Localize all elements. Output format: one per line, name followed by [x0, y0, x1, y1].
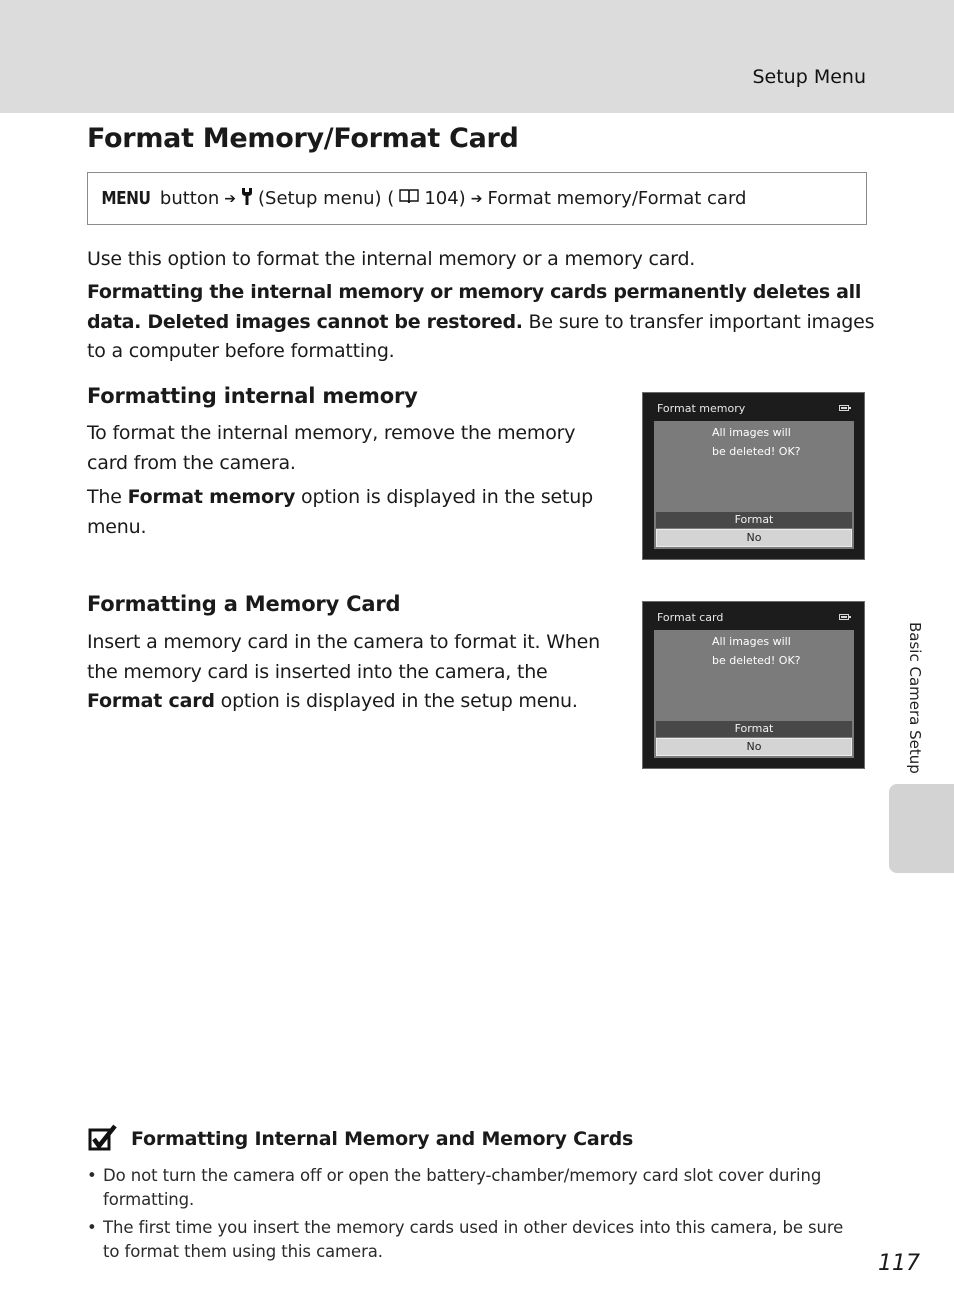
wrench-icon	[241, 187, 253, 210]
card-p1-after: option is displayed in the setup menu.	[214, 690, 578, 712]
header-band	[0, 0, 954, 113]
nav-page-ref: 104)	[424, 188, 466, 209]
book-icon	[399, 188, 419, 209]
battery-icon	[839, 614, 849, 620]
warning-text	[87, 278, 877, 367]
note-heading: Formatting Internal Memory and Memory Cards	[131, 1128, 634, 1150]
camera-dialog-line2: be deleted! OK?	[712, 445, 801, 458]
page-title: Format Memory/Format Card	[87, 123, 519, 154]
warning-bold: Formatting the internal memory or memory cards permanently deletes all data. Deleted images cannot be restored.	[87, 281, 862, 333]
warning-normal: Be sure to transfer important images to a computer before formatting.	[87, 310, 875, 362]
camera-screen-format-memory	[642, 392, 865, 560]
camera-screen-title: Format card	[657, 611, 724, 624]
p2-before: The	[87, 486, 128, 508]
page-number: 117	[878, 1251, 920, 1276]
arrow-right-icon: ➔	[224, 190, 236, 207]
internal-memory-p2	[87, 483, 617, 542]
intro-text: Use this option to format the internal memory or a memory card.	[87, 248, 696, 270]
camera-dialog-line2: be deleted! OK?	[712, 654, 801, 667]
camera-option-format: Format	[656, 512, 852, 528]
camera-dialog-line1: All images will	[712, 635, 791, 648]
navigation-path	[87, 172, 867, 225]
camera-option-format: Format	[656, 721, 852, 737]
camera-dialog	[654, 630, 854, 758]
checkmark-note-icon	[88, 1124, 118, 1154]
menu-button-icon: MENU	[101, 188, 151, 209]
nav-destination: Format memory/Format card	[487, 188, 747, 209]
internal-memory-p1: To format the internal memory, remove the memory card from the camera.	[87, 422, 576, 474]
side-section-label: Basic Camera Setup	[906, 622, 924, 774]
camera-screen-title: Format memory	[657, 402, 746, 415]
note-list	[87, 1164, 847, 1268]
camera-screen-format-card	[642, 601, 865, 769]
section-label: Setup Menu	[752, 66, 866, 88]
arrow-right-icon: ➔	[470, 190, 483, 207]
nav-setup-text: (Setup menu) (	[258, 188, 395, 209]
note-item: • Do not turn the camera off or open the battery-chamber/memory card slot cover during formatting.	[87, 1164, 847, 1212]
p2-after: option is displayed in the setup menu.	[87, 486, 593, 538]
card-p1-text: Insert a memory card in the camera to format it. When the memory card is inserted into the camera, the	[87, 631, 600, 683]
battery-icon	[839, 405, 849, 411]
p2-bold: Format memory	[127, 486, 296, 508]
side-section-tab	[889, 784, 954, 873]
note-item: • The first time you insert the memory cards used in other devices into this camera, be sure to format them using this camera.	[87, 1216, 847, 1264]
camera-dialog	[654, 421, 854, 549]
camera-option-no: No	[656, 738, 852, 756]
internal-memory-heading: Formatting internal memory	[87, 384, 418, 408]
camera-dialog-line1: All images will	[712, 426, 791, 439]
memory-card-heading: Formatting a Memory Card	[87, 592, 401, 616]
camera-option-no: No	[656, 529, 852, 547]
nav-button-text: button	[159, 188, 220, 209]
card-p1-bold: Format card	[87, 690, 215, 712]
memory-card-p1	[87, 628, 617, 717]
